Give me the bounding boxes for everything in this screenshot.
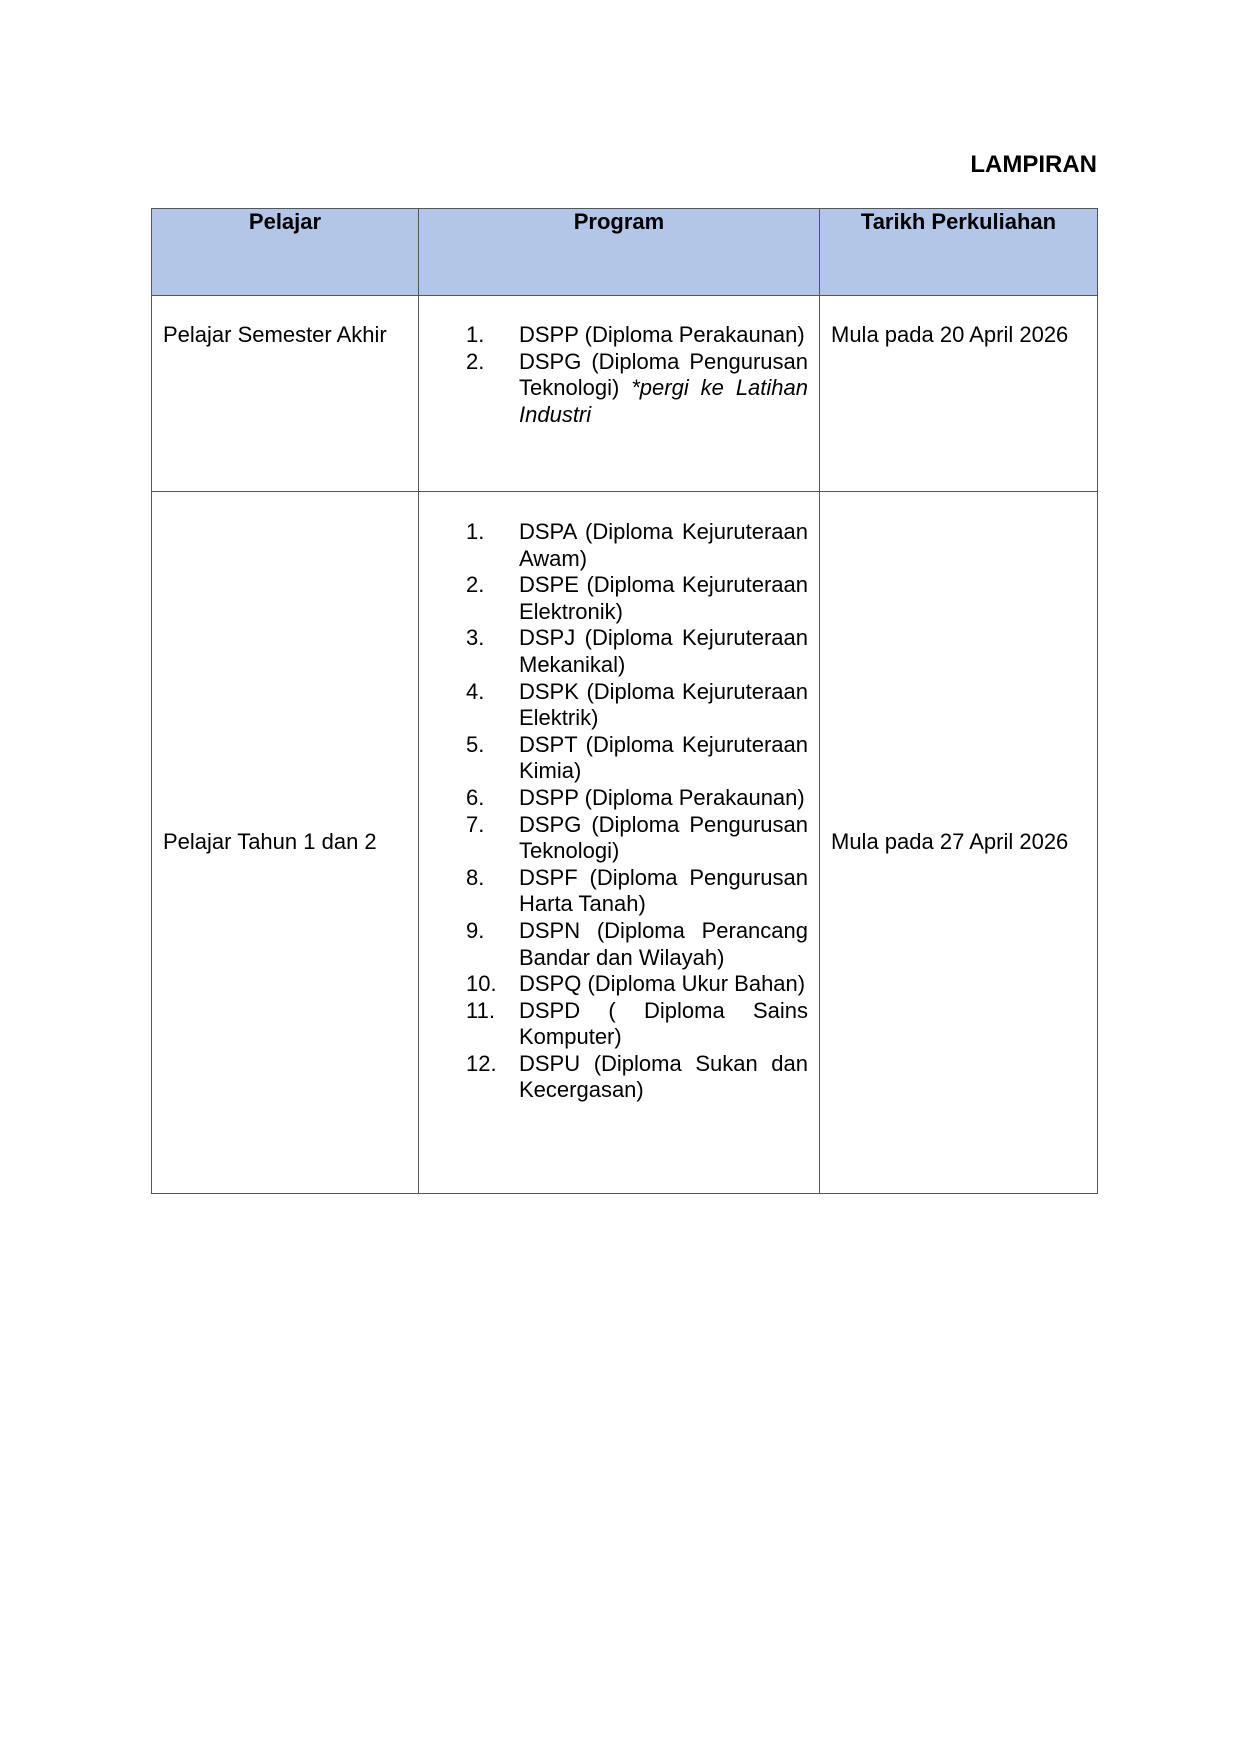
cell-program <box>419 296 820 492</box>
list-item-number: 12. <box>466 1050 497 1076</box>
program-list <box>419 322 808 428</box>
list-item <box>419 679 808 732</box>
list-item-number: 7. <box>466 811 485 837</box>
list-item <box>419 918 808 971</box>
program-name: DSPJ (Diploma Kejuruteraan Mekanikal) <box>519 625 808 677</box>
list-item-text <box>519 349 808 429</box>
program-name: DSPQ (Diploma Ukur Bahan) <box>519 971 806 997</box>
program-name: DSPF (Diploma Pengurusan Harta Tanah) <box>519 864 808 917</box>
list-item <box>419 971 808 998</box>
list-item-number: 8. <box>466 864 485 890</box>
program-name: DSPP (Diploma Perakaunan) <box>519 784 805 810</box>
table-header-row <box>152 209 1098 296</box>
cell-tarikh: Mula pada 20 April 2026 <box>820 296 1098 492</box>
program-name: DSPK (Diploma Kejuruteraan Elektrik) <box>519 678 808 731</box>
program-name: DSPN (Diploma Perancang Bandar dan Wilayah) <box>519 917 808 970</box>
list-item <box>419 785 808 812</box>
list-item <box>419 812 808 865</box>
list-item-text <box>519 812 808 865</box>
cell-pelajar: Pelajar Semester Akhir <box>152 296 419 492</box>
list-item-number: 1. <box>466 519 485 544</box>
list-item <box>419 349 808 429</box>
program-name: DSPT (Diploma Kejuruteraan Kimia) <box>519 731 808 784</box>
list-item <box>419 572 808 625</box>
list-item-text <box>519 625 808 678</box>
list-item-text <box>519 971 808 998</box>
list-item <box>419 625 808 678</box>
list-item-number: 3. <box>466 625 485 651</box>
list-item-number: 4. <box>466 678 485 704</box>
program-name: DSPU (Diploma Sukan dan Kecergasan) <box>519 1050 808 1103</box>
cell-pelajar: Pelajar Tahun 1 dan 2 <box>152 492 419 1194</box>
schedule-table <box>151 208 1098 1194</box>
list-item-number: 9. <box>466 917 485 943</box>
list-item <box>419 519 808 572</box>
program-name: DSPG (Diploma Pengurusan Teknologi) <box>519 811 808 864</box>
program-name: DSPA (Diploma Kejuruteraan Awam) <box>519 519 808 571</box>
program-name: DSPG (Diploma Pengurusan Teknologi) <box>519 348 808 401</box>
list-item-text <box>519 572 808 625</box>
list-item-text <box>519 865 808 918</box>
program-name: DSPE (Diploma Kejuruteraan Elektronik) <box>519 572 808 624</box>
table-row <box>152 492 1098 1194</box>
list-item-number: 6. <box>466 784 485 810</box>
program-list <box>419 519 808 1104</box>
list-item <box>419 1051 808 1104</box>
list-item-text <box>519 918 808 971</box>
list-item-number: 10. <box>466 971 497 997</box>
cell-program <box>419 492 820 1194</box>
header-tarikh: Tarikh Perkuliahan <box>820 209 1098 296</box>
header-program: Program <box>419 209 820 296</box>
program-note: *pergi ke Latihan Industri <box>519 375 808 427</box>
program-name: DSPP (Diploma Perakaunan) <box>519 322 805 347</box>
header-pelajar: Pelajar <box>152 209 419 296</box>
list-item-text <box>519 322 808 349</box>
list-item-text <box>519 679 808 732</box>
list-item-text <box>519 732 808 785</box>
list-item-text <box>519 998 808 1051</box>
list-item-number: 1. <box>466 322 485 347</box>
list-item <box>419 732 808 785</box>
program-name: DSPD ( Diploma Sains Komputer) <box>519 997 808 1050</box>
list-item-text <box>519 1051 808 1104</box>
list-item-number: 2. <box>466 348 485 374</box>
table-row <box>152 296 1098 492</box>
list-item-number: 5. <box>466 731 485 757</box>
list-item <box>419 865 808 918</box>
list-item <box>419 998 808 1051</box>
list-item <box>419 322 808 349</box>
list-item-number: 2. <box>466 572 485 598</box>
list-item-number: 11. <box>466 997 495 1023</box>
document-label: LAMPIRAN <box>970 151 1097 178</box>
cell-tarikh: Mula pada 27 April 2026 <box>820 492 1098 1194</box>
list-item-text <box>519 519 808 572</box>
list-item-text <box>519 785 808 812</box>
